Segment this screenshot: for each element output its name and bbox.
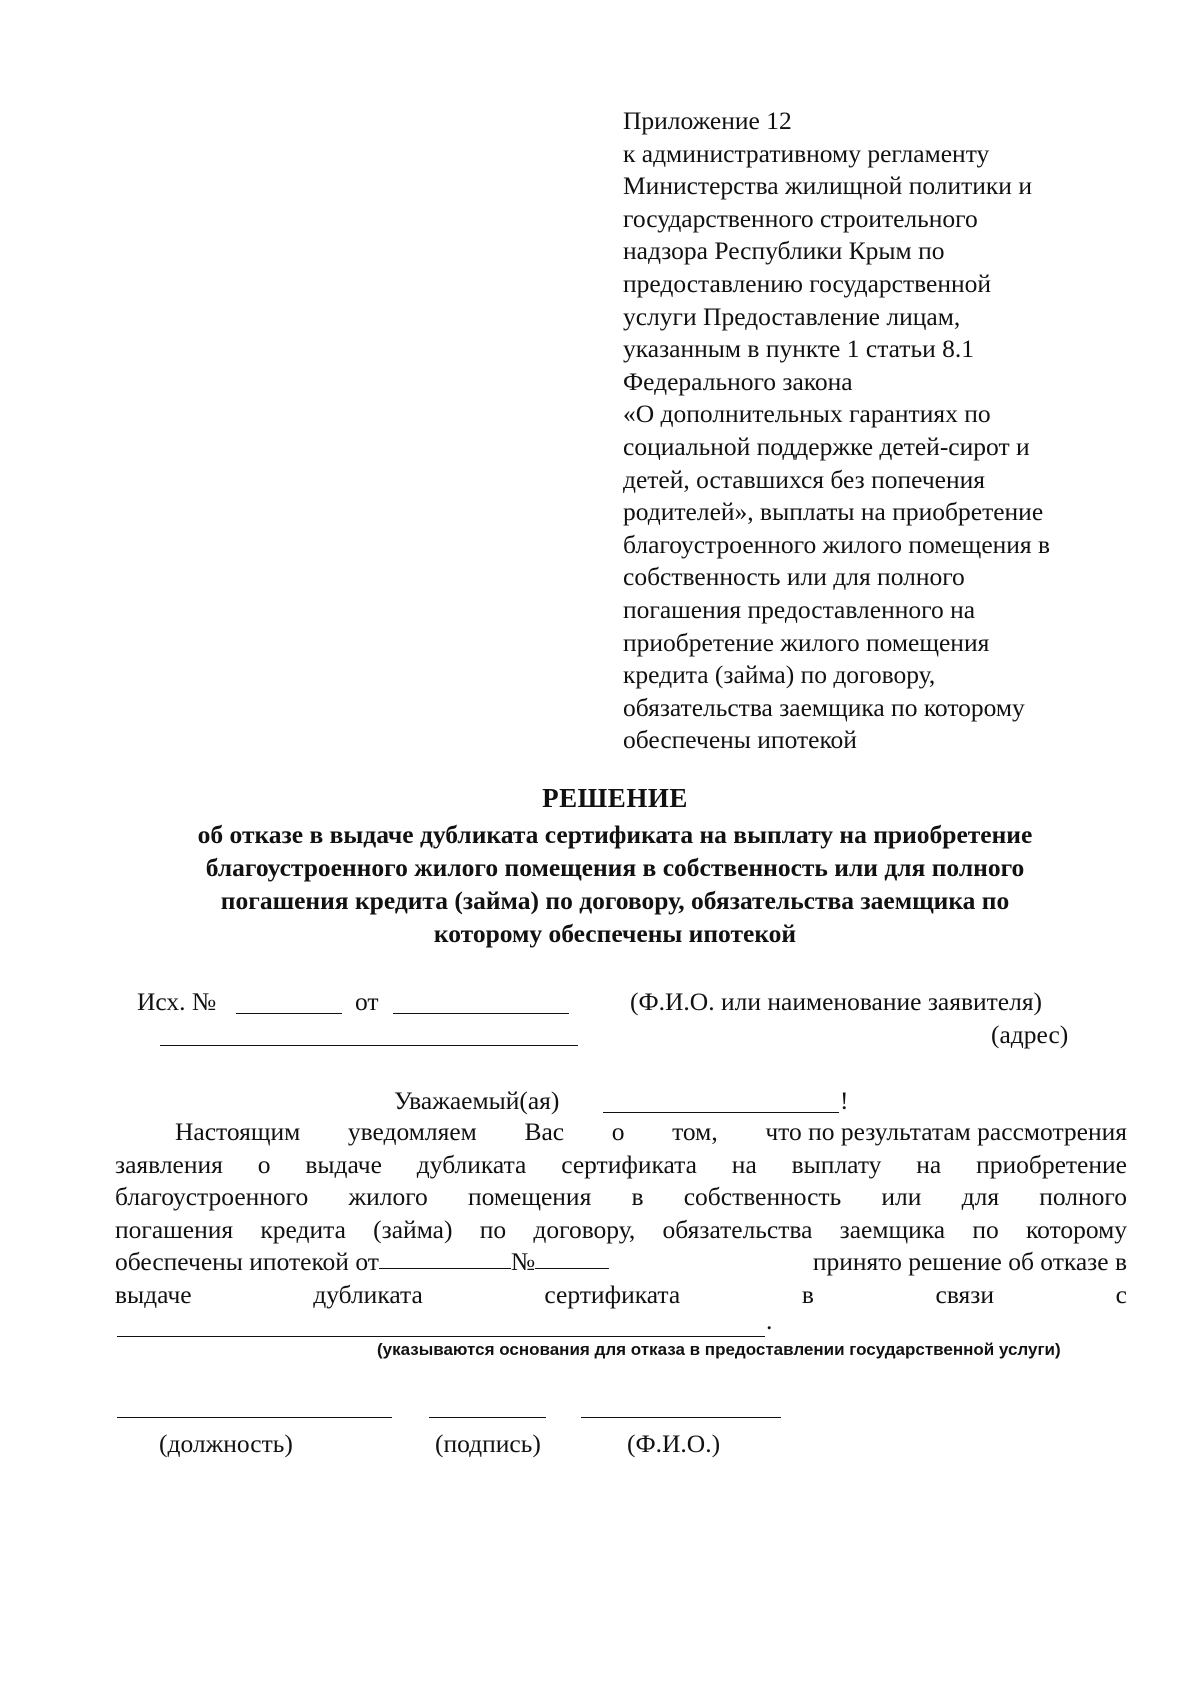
outgoing-number-field[interactable] (236, 1013, 342, 1014)
document-title: РЕШЕНИЕ (542, 783, 688, 813)
applicant-name-label: (Ф.И.О. или наименование заявителя) (630, 987, 1043, 1016)
body-line: благоустроенного жилого помещения в собственность или для полного (115, 1182, 1127, 1211)
decision-date-field[interactable] (379, 1246, 511, 1269)
appendix-line: социальной поддержке детей-сирот и (623, 431, 1030, 461)
position-label: (должность) (159, 1429, 293, 1458)
subtitle-line: которому обеспечены ипотекой (433, 919, 797, 948)
reason-note: (указываются основания для отказа в предоставлении государственной услуги) (377, 1340, 1061, 1359)
body-line: погашения кредита (займа) по договору, обязательства заемщика по которому (115, 1214, 1127, 1244)
appendix-line: государственного строительного (623, 203, 978, 233)
appendix-line: услуги Предоставление лицам, (623, 301, 961, 331)
appendix-line: «О дополнительных гарантиях по (623, 399, 991, 429)
full-name-label: (Ф.И.О.) (627, 1429, 721, 1458)
full-name-field[interactable] (581, 1417, 781, 1418)
appendix-line: обязательства заемщика по которому (623, 692, 1025, 722)
appendix-line: детей, оставшихся без попечения (623, 464, 985, 494)
reason-period: . (766, 1306, 773, 1335)
refusal-reason-field[interactable] (117, 1336, 765, 1337)
body-line: обеспечены ипотекой от № принято решение об отказе в (115, 1247, 1127, 1276)
salutation-prefix: Уважаемый(ая) (394, 1086, 560, 1115)
subtitle-line: погашения кредита (займа) по договору, обязательства заемщика по (220, 886, 1010, 915)
document-subtitle (0, 818, 1200, 950)
subtitle-line: об отказе в выдаче дубликата сертификата на выплату на приобретение (197, 820, 1033, 849)
appendix-line: Министерства жилищной политики и (623, 171, 1032, 201)
appendix-line: собственность или для полного (623, 562, 965, 592)
appendix-line: погашения предоставленного на (623, 594, 976, 624)
position-field[interactable] (117, 1417, 392, 1418)
appendix-line: Приложение 12 (623, 106, 792, 135)
appendix-line: благоустроенного жилого помещения в (623, 529, 1051, 559)
appendix-line: приобретение жилого помещения (623, 627, 990, 657)
appendix-line: к административному регламенту (623, 138, 990, 168)
appendix-header (623, 105, 1143, 757)
outgoing-number-label: Исх. № (137, 987, 217, 1016)
subtitle-line: благоустроенного жилого помещения в собственность или для полного (205, 853, 1025, 882)
appendix-line: предоставлению государственной (623, 268, 992, 298)
appendix-line: указанным в пункте 1 статьи 8.1 (623, 334, 974, 364)
address-label: (адрес) (991, 1020, 1069, 1049)
body-line: заявления о выдаче дубликата сертификата на выплату на приобретение (115, 1149, 1127, 1179)
salutation-suffix: ! (840, 1086, 849, 1115)
appendix-line: обеспечены ипотекой (623, 725, 857, 755)
recipient-name-field[interactable] (603, 1112, 839, 1113)
address-field[interactable] (160, 1045, 578, 1046)
body-line: Настоящим уведомляем Вас о том, что по результатам рассмотрения (175, 1117, 1127, 1146)
appendix-line: кредита (займа) по договору, (623, 660, 936, 690)
notification-paragraph (115, 1116, 1127, 1311)
signature-field[interactable] (429, 1417, 546, 1418)
decision-number-field[interactable] (535, 1246, 609, 1269)
appendix-line: Федерального закона (623, 366, 853, 396)
date-from-label: от (355, 987, 379, 1016)
outgoing-date-field[interactable] (393, 1013, 569, 1014)
body-line: выдаче дубликата сертификата в связи с (115, 1279, 1127, 1309)
appendix-line: родителей», выплаты на приобретение (623, 497, 1044, 527)
appendix-line: надзора Республики Крым по (623, 236, 945, 266)
signature-label: (подпись) (435, 1429, 541, 1458)
